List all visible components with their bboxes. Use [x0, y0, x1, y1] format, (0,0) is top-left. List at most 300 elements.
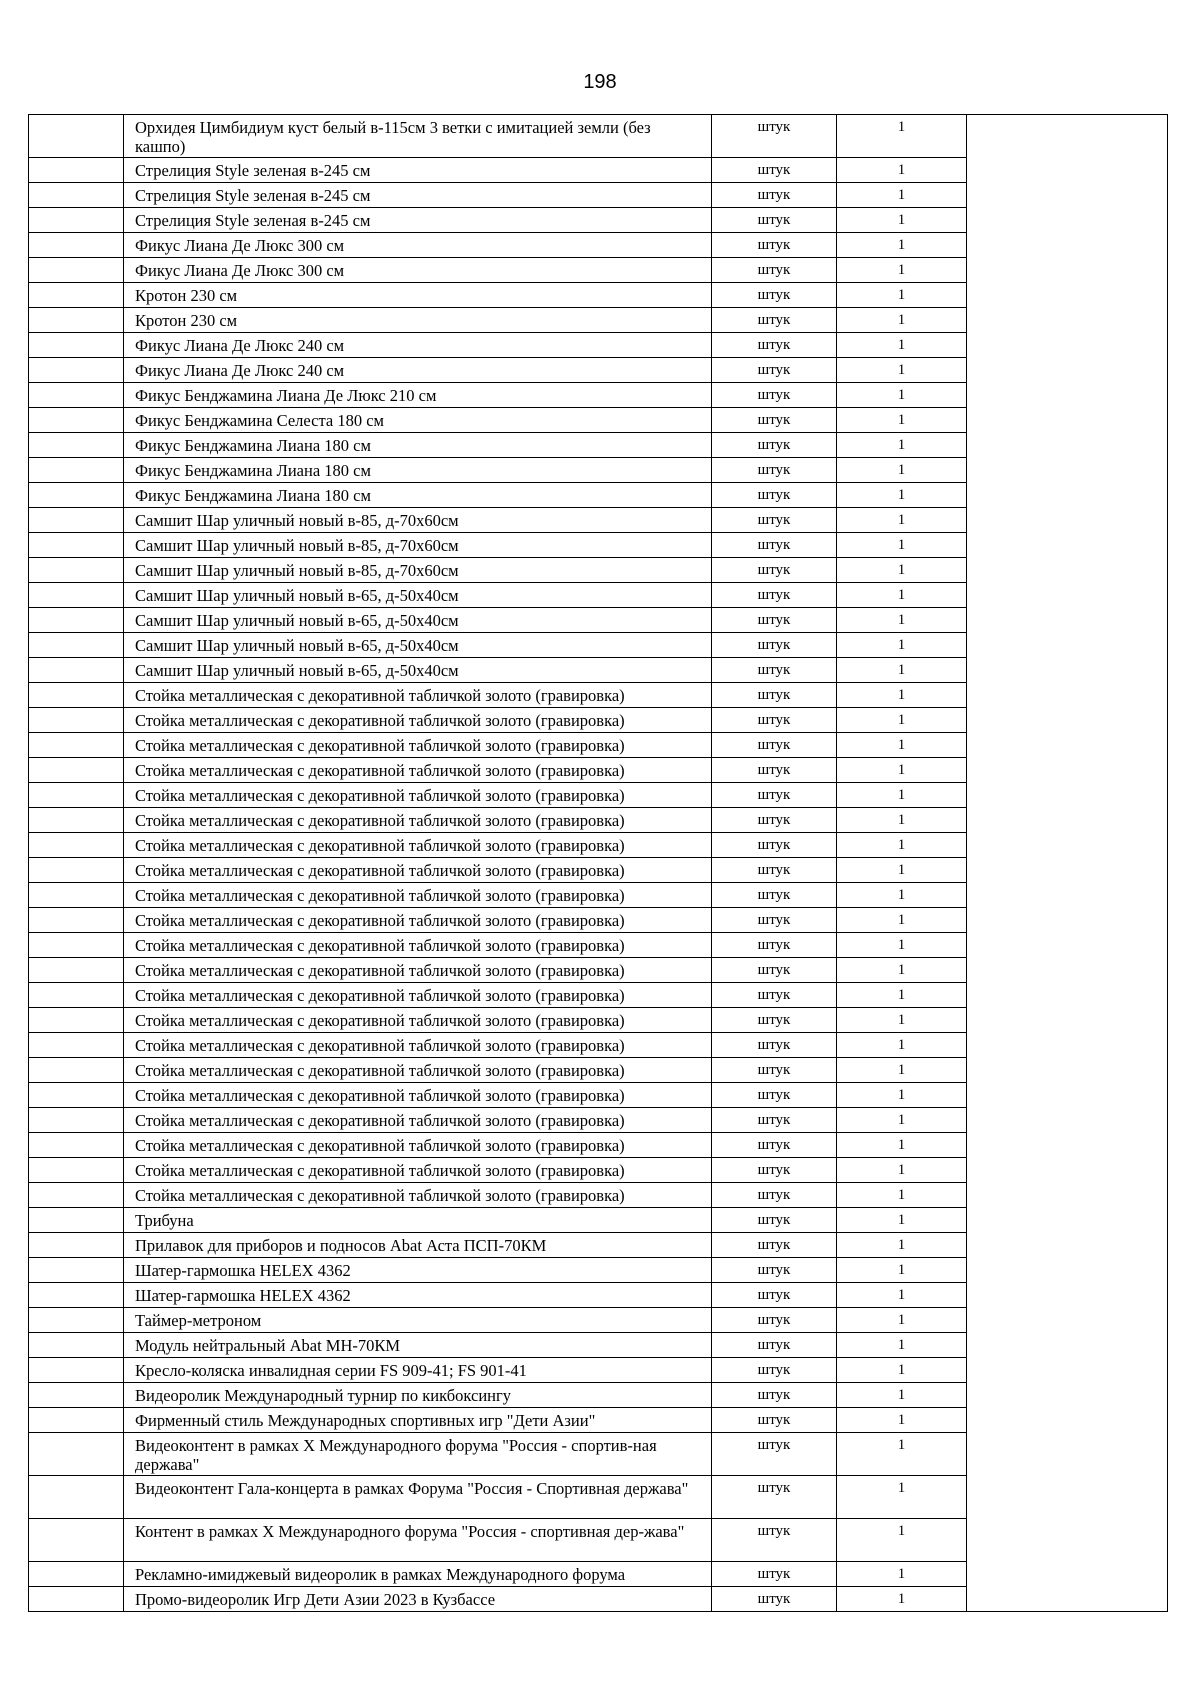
table-row: [29, 1058, 1168, 1083]
index-cell: [29, 383, 124, 408]
table-row: [29, 483, 1168, 508]
unit-cell: штук: [712, 208, 837, 233]
note-cell: [967, 708, 1168, 733]
index-cell: [29, 1108, 124, 1133]
index-cell: [29, 233, 124, 258]
index-cell: [29, 1208, 124, 1233]
table-row: [29, 358, 1168, 383]
quantity-cell: 1: [837, 308, 967, 333]
item-name-cell: Самшит Шар уличный новый в-65, д-50х40см: [124, 658, 712, 683]
unit-cell: штук: [712, 858, 837, 883]
table-row: [29, 1587, 1168, 1612]
item-name-cell: Фикус Бенджамина Лиана 180 см: [124, 433, 712, 458]
note-cell: [967, 1562, 1168, 1587]
note-cell: [967, 1133, 1168, 1158]
index-cell: [29, 733, 124, 758]
quantity-cell: 1: [837, 158, 967, 183]
unit-cell: штук: [712, 1208, 837, 1233]
index-cell: [29, 1433, 124, 1476]
quantity-cell: 1: [837, 658, 967, 683]
quantity-cell: 1: [837, 1587, 967, 1612]
item-name-cell: Самшит Шар уличный новый в-85, д-70х60см: [124, 508, 712, 533]
item-name-cell: Прилавок для приборов и подносов Abat Аста ПСП-70КМ: [124, 1233, 712, 1258]
quantity-cell: 1: [837, 358, 967, 383]
quantity-cell: 1: [837, 1133, 967, 1158]
table-row: [29, 458, 1168, 483]
unit-cell: штук: [712, 708, 837, 733]
unit-cell: штук: [712, 883, 837, 908]
index-cell: [29, 308, 124, 333]
table-row: [29, 1033, 1168, 1058]
table-row: [29, 508, 1168, 533]
quantity-cell: 1: [837, 458, 967, 483]
unit-cell: штук: [712, 1283, 837, 1308]
table-row: [29, 1208, 1168, 1233]
unit-cell: штук: [712, 283, 837, 308]
quantity-cell: 1: [837, 708, 967, 733]
table-row: [29, 283, 1168, 308]
index-cell: [29, 333, 124, 358]
unit-cell: штук: [712, 783, 837, 808]
table-row: [29, 1383, 1168, 1408]
unit-cell: штук: [712, 1258, 837, 1283]
table-row: [29, 1008, 1168, 1033]
quantity-cell: 1: [837, 1519, 967, 1562]
table-row: [29, 308, 1168, 333]
index-cell: [29, 1233, 124, 1258]
unit-cell: штук: [712, 233, 837, 258]
note-cell: [967, 408, 1168, 433]
quantity-cell: 1: [837, 433, 967, 458]
table-row: [29, 683, 1168, 708]
quantity-cell: 1: [837, 258, 967, 283]
unit-cell: штук: [712, 358, 837, 383]
item-name-cell: Контент в рамках Х Международного форума "Россия - спортивная дер-жава": [124, 1519, 712, 1562]
table-row: [29, 1233, 1168, 1258]
table-row: [29, 733, 1168, 758]
quantity-cell: 1: [837, 1083, 967, 1108]
item-name-cell: Видеоролик Международный турнир по кикбоксингу: [124, 1383, 712, 1408]
table-row: [29, 383, 1168, 408]
note-cell: [967, 483, 1168, 508]
quantity-cell: 1: [837, 408, 967, 433]
note-cell: [967, 533, 1168, 558]
quantity-cell: 1: [837, 1008, 967, 1033]
index-cell: [29, 833, 124, 858]
note-cell: [967, 858, 1168, 883]
table-row: [29, 783, 1168, 808]
quantity-cell: 1: [837, 833, 967, 858]
quantity-cell: 1: [837, 783, 967, 808]
index-cell: [29, 883, 124, 908]
table-row: [29, 1158, 1168, 1183]
note-cell: [967, 1433, 1168, 1476]
index-cell: [29, 183, 124, 208]
index-cell: [29, 608, 124, 633]
quantity-cell: 1: [837, 558, 967, 583]
unit-cell: штук: [712, 1133, 837, 1158]
index-cell: [29, 258, 124, 283]
table-row: [29, 1519, 1168, 1562]
note-cell: [967, 1519, 1168, 1562]
table-row: [29, 208, 1168, 233]
unit-cell: штук: [712, 758, 837, 783]
item-name-cell: Фикус Бенджамина Селеста 180 см: [124, 408, 712, 433]
index-cell: [29, 1033, 124, 1058]
item-name-cell: Стойка металлическая с декоративной табличкой золото (гравировка): [124, 1083, 712, 1108]
quantity-cell: 1: [837, 808, 967, 833]
index-cell: [29, 1476, 124, 1519]
unit-cell: штук: [712, 683, 837, 708]
item-name-cell: Стойка металлическая с декоративной табличкой золото (гравировка): [124, 758, 712, 783]
index-cell: [29, 1408, 124, 1433]
table-row: [29, 1258, 1168, 1283]
table-row: [29, 1408, 1168, 1433]
quantity-cell: 1: [837, 533, 967, 558]
table-row: [29, 1476, 1168, 1519]
item-name-cell: Самшит Шар уличный новый в-85, д-70х60см: [124, 533, 712, 558]
note-cell: [967, 1283, 1168, 1308]
note-cell: [967, 158, 1168, 183]
index-cell: [29, 1358, 124, 1383]
note-cell: [967, 333, 1168, 358]
item-name-cell: Стойка металлическая с декоративной табличкой золото (гравировка): [124, 783, 712, 808]
item-name-cell: Видеоконтент в рамках Х Международного форума "Россия - спортив-ная держава": [124, 1433, 712, 1476]
table-row: [29, 858, 1168, 883]
unit-cell: штук: [712, 1233, 837, 1258]
note-cell: [967, 683, 1168, 708]
item-name-cell: Самшит Шар уличный новый в-65, д-50х40см: [124, 633, 712, 658]
item-name-cell: Стойка металлическая с декоративной табличкой золото (гравировка): [124, 1033, 712, 1058]
note-cell: [967, 233, 1168, 258]
quantity-cell: 1: [837, 1308, 967, 1333]
table-row: [29, 1283, 1168, 1308]
index-cell: [29, 1308, 124, 1333]
index-cell: [29, 533, 124, 558]
quantity-cell: 1: [837, 283, 967, 308]
unit-cell: штук: [712, 933, 837, 958]
item-name-cell: Трибуна: [124, 1208, 712, 1233]
unit-cell: штук: [712, 1058, 837, 1083]
note-cell: [967, 808, 1168, 833]
item-name-cell: Таймер-метроном: [124, 1308, 712, 1333]
quantity-cell: 1: [837, 1562, 967, 1587]
quantity-cell: 1: [837, 208, 967, 233]
table-row: [29, 983, 1168, 1008]
quantity-cell: 1: [837, 1233, 967, 1258]
item-name-cell: Промо-видеоролик Игр Дети Азии 2023 в Кузбассе: [124, 1587, 712, 1612]
note-cell: [967, 383, 1168, 408]
unit-cell: штук: [712, 558, 837, 583]
unit-cell: штук: [712, 1383, 837, 1408]
index-cell: [29, 208, 124, 233]
quantity-cell: 1: [837, 1358, 967, 1383]
unit-cell: штук: [712, 1408, 837, 1433]
unit-cell: штук: [712, 833, 837, 858]
quantity-cell: 1: [837, 733, 967, 758]
index-cell: [29, 458, 124, 483]
unit-cell: штук: [712, 1333, 837, 1358]
note-cell: [967, 308, 1168, 333]
note-cell: [967, 1587, 1168, 1612]
unit-cell: штук: [712, 383, 837, 408]
index-cell: [29, 1519, 124, 1562]
note-cell: [967, 758, 1168, 783]
table-row: [29, 158, 1168, 183]
page-number: 198: [583, 71, 617, 93]
unit-cell: штук: [712, 1476, 837, 1519]
note-cell: [967, 833, 1168, 858]
item-name-cell: Стрелиция Style зеленая в-245 см: [124, 158, 712, 183]
index-cell: [29, 1158, 124, 1183]
table-row: [29, 883, 1168, 908]
note-cell: [967, 1258, 1168, 1283]
note-cell: [967, 1383, 1168, 1408]
item-name-cell: Стойка металлическая с декоративной табличкой золото (гравировка): [124, 833, 712, 858]
item-name-cell: Фикус Лиана Де Люкс 300 см: [124, 258, 712, 283]
note-cell: [967, 1183, 1168, 1208]
unit-cell: штук: [712, 115, 837, 158]
unit-cell: штук: [712, 1587, 837, 1612]
item-name-cell: Фирменный стиль Международных спортивных игр "Дети Азии": [124, 1408, 712, 1433]
quantity-cell: 1: [837, 933, 967, 958]
quantity-cell: 1: [837, 1158, 967, 1183]
unit-cell: штук: [712, 958, 837, 983]
unit-cell: штук: [712, 658, 837, 683]
note-cell: [967, 733, 1168, 758]
quantity-cell: 1: [837, 608, 967, 633]
index-cell: [29, 758, 124, 783]
index-cell: [29, 1058, 124, 1083]
quantity-cell: 1: [837, 858, 967, 883]
unit-cell: штук: [712, 533, 837, 558]
index-cell: [29, 558, 124, 583]
item-name-cell: Стрелиция Style зеленая в-245 см: [124, 183, 712, 208]
table-row: [29, 1183, 1168, 1208]
note-cell: [967, 983, 1168, 1008]
table-row: [29, 433, 1168, 458]
table-row: [29, 633, 1168, 658]
note-cell: [967, 1108, 1168, 1133]
note-cell: [967, 958, 1168, 983]
item-name-cell: Стойка металлическая с декоративной табличкой золото (гравировка): [124, 1133, 712, 1158]
note-cell: [967, 358, 1168, 383]
item-name-cell: Орхидея Цимбидиум куст белый в-115см 3 ветки с имитацией земли (без кашпо): [124, 115, 712, 158]
table-row: [29, 408, 1168, 433]
quantity-cell: 1: [837, 633, 967, 658]
quantity-cell: 1: [837, 1333, 967, 1358]
table-row: [29, 658, 1168, 683]
unit-cell: штук: [712, 458, 837, 483]
note-cell: [967, 1308, 1168, 1333]
index-cell: [29, 708, 124, 733]
item-name-cell: Стрелиция Style зеленая в-245 см: [124, 208, 712, 233]
note-cell: [967, 1476, 1168, 1519]
unit-cell: штук: [712, 1108, 837, 1133]
table-row: [29, 908, 1168, 933]
items-table: [28, 114, 1168, 1612]
index-cell: [29, 1283, 124, 1308]
unit-cell: штук: [712, 333, 837, 358]
index-cell: [29, 1008, 124, 1033]
unit-cell: штук: [712, 1158, 837, 1183]
note-cell: [967, 433, 1168, 458]
quantity-cell: 1: [837, 1383, 967, 1408]
item-name-cell: Шатер-гармошка HELEX 4362: [124, 1258, 712, 1283]
unit-cell: штук: [712, 1008, 837, 1033]
index-cell: [29, 508, 124, 533]
unit-cell: штук: [712, 183, 837, 208]
item-name-cell: Фикус Бенджамина Лиана 180 см: [124, 458, 712, 483]
quantity-cell: 1: [837, 1283, 967, 1308]
index-cell: [29, 1183, 124, 1208]
table-row: [29, 1083, 1168, 1108]
note-cell: [967, 1033, 1168, 1058]
note-cell: [967, 208, 1168, 233]
item-name-cell: Самшит Шар уличный новый в-65, д-50х40см: [124, 608, 712, 633]
table-row: [29, 1433, 1168, 1476]
table-row: [29, 958, 1168, 983]
item-name-cell: Модуль нейтральный Abat МН-70КМ: [124, 1333, 712, 1358]
note-cell: [967, 1158, 1168, 1183]
table-row: [29, 558, 1168, 583]
index-cell: [29, 408, 124, 433]
index-cell: [29, 1587, 124, 1612]
table-row: [29, 233, 1168, 258]
index-cell: [29, 858, 124, 883]
table-row: [29, 808, 1168, 833]
table-row: [29, 608, 1168, 633]
table-row: [29, 333, 1168, 358]
index-cell: [29, 1133, 124, 1158]
index-cell: [29, 115, 124, 158]
index-cell: [29, 358, 124, 383]
index-cell: [29, 1383, 124, 1408]
note-cell: [967, 283, 1168, 308]
quantity-cell: 1: [837, 908, 967, 933]
item-name-cell: Стойка металлическая с декоративной табличкой золото (гравировка): [124, 733, 712, 758]
index-cell: [29, 283, 124, 308]
unit-cell: штук: [712, 483, 837, 508]
note-cell: [967, 1008, 1168, 1033]
item-name-cell: Стойка металлическая с декоративной табличкой золото (гравировка): [124, 1183, 712, 1208]
index-cell: [29, 1258, 124, 1283]
note-cell: [967, 558, 1168, 583]
unit-cell: штук: [712, 583, 837, 608]
unit-cell: штук: [712, 1083, 837, 1108]
note-cell: [967, 1083, 1168, 1108]
note-cell: [967, 1058, 1168, 1083]
table-row: [29, 708, 1168, 733]
table-row: [29, 1133, 1168, 1158]
index-cell: [29, 683, 124, 708]
quantity-cell: 1: [837, 1476, 967, 1519]
index-cell: [29, 483, 124, 508]
unit-cell: штук: [712, 1519, 837, 1562]
note-cell: [967, 1358, 1168, 1383]
index-cell: [29, 658, 124, 683]
index-cell: [29, 433, 124, 458]
index-cell: [29, 808, 124, 833]
unit-cell: штук: [712, 1562, 837, 1587]
item-name-cell: Стойка металлическая с декоративной табличкой золото (гравировка): [124, 908, 712, 933]
table-row: [29, 1358, 1168, 1383]
note-cell: [967, 933, 1168, 958]
item-name-cell: Кротон 230 см: [124, 308, 712, 333]
unit-cell: штук: [712, 808, 837, 833]
table-row: [29, 1333, 1168, 1358]
quantity-cell: 1: [837, 1033, 967, 1058]
unit-cell: штук: [712, 158, 837, 183]
table-row: [29, 1562, 1168, 1587]
quantity-cell: 1: [837, 958, 967, 983]
note-cell: [967, 1333, 1168, 1358]
unit-cell: штук: [712, 1183, 837, 1208]
quantity-cell: 1: [837, 233, 967, 258]
quantity-cell: 1: [837, 1258, 967, 1283]
quantity-cell: 1: [837, 1208, 967, 1233]
unit-cell: штук: [712, 1358, 837, 1383]
index-cell: [29, 1083, 124, 1108]
unit-cell: штук: [712, 258, 837, 283]
note-cell: [967, 633, 1168, 658]
item-name-cell: Стойка металлическая с декоративной табличкой золото (гравировка): [124, 1058, 712, 1083]
note-cell: [967, 583, 1168, 608]
item-name-cell: Рекламно-имиджевый видеоролик в рамках Международного форума: [124, 1562, 712, 1587]
quantity-cell: 1: [837, 583, 967, 608]
note-cell: [967, 1208, 1168, 1233]
index-cell: [29, 1333, 124, 1358]
index-cell: [29, 958, 124, 983]
note-cell: [967, 508, 1168, 533]
quantity-cell: 1: [837, 115, 967, 158]
item-name-cell: Фикус Лиана Де Люкс 240 см: [124, 358, 712, 383]
table-row: [29, 933, 1168, 958]
index-cell: [29, 983, 124, 1008]
quantity-cell: 1: [837, 1433, 967, 1476]
note-cell: [967, 458, 1168, 483]
table-row: [29, 758, 1168, 783]
item-name-cell: Фикус Бенджамина Лиана 180 см: [124, 483, 712, 508]
item-name-cell: Самшит Шар уличный новый в-85, д-70х60см: [124, 558, 712, 583]
quantity-cell: 1: [837, 1183, 967, 1208]
unit-cell: штук: [712, 508, 837, 533]
quantity-cell: 1: [837, 883, 967, 908]
index-cell: [29, 1562, 124, 1587]
item-name-cell: Видеоконтент Гала-концерта в рамках Форума "Россия - Спортивная держава": [124, 1476, 712, 1519]
item-name-cell: Кресло-коляска инвалидная серии FS 909-41; FS 901-41: [124, 1358, 712, 1383]
quantity-cell: 1: [837, 683, 967, 708]
quantity-cell: 1: [837, 1108, 967, 1133]
quantity-cell: 1: [837, 333, 967, 358]
index-cell: [29, 633, 124, 658]
unit-cell: штук: [712, 733, 837, 758]
quantity-cell: 1: [837, 483, 967, 508]
unit-cell: штук: [712, 983, 837, 1008]
quantity-cell: 1: [837, 983, 967, 1008]
unit-cell: штук: [712, 1433, 837, 1476]
index-cell: [29, 908, 124, 933]
quantity-cell: 1: [837, 1408, 967, 1433]
quantity-cell: 1: [837, 1058, 967, 1083]
table-row: [29, 533, 1168, 558]
unit-cell: штук: [712, 308, 837, 333]
item-name-cell: Фикус Лиана Де Люкс 240 см: [124, 333, 712, 358]
index-cell: [29, 158, 124, 183]
item-name-cell: Кротон 230 см: [124, 283, 712, 308]
table-row: [29, 1108, 1168, 1133]
index-cell: [29, 933, 124, 958]
